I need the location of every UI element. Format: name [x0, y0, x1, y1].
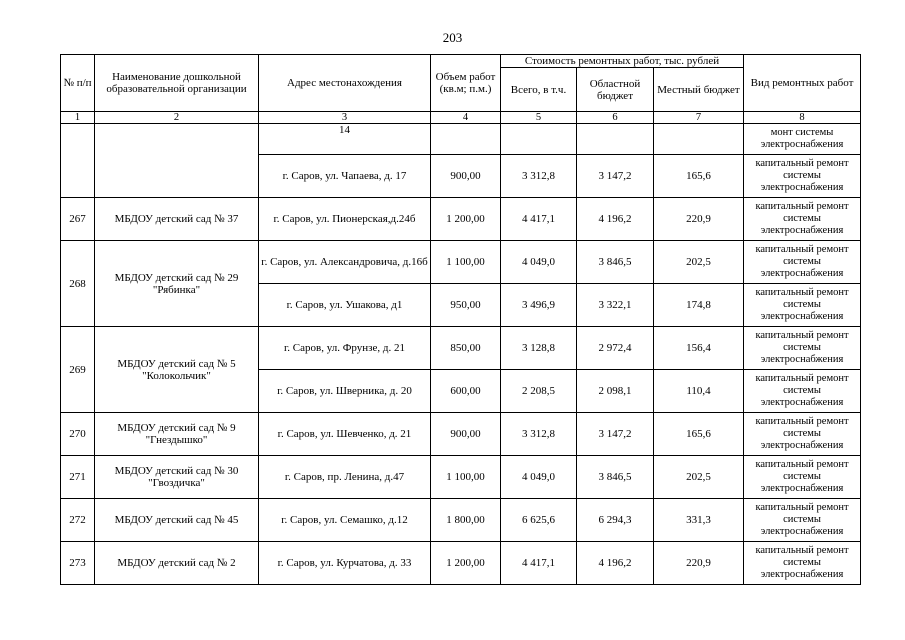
column-number: 1 [61, 112, 95, 124]
cell-work-type: капитальный ремонт системы электроснабжения [744, 456, 861, 499]
cell-address: г. Саров, ул. Фрунзе, д. 21 [259, 327, 431, 370]
cell-regional: 3 846,5 [577, 241, 654, 284]
header-local: Местный бюджет [654, 68, 744, 112]
cell-address: г. Саров, ул. Александровича, д.16б [259, 241, 431, 284]
cell-volume: 900,00 [431, 413, 501, 456]
cell-work-type: капитальный ремонт системы электроснабжения [744, 542, 861, 585]
cell-local: 220,9 [654, 542, 744, 585]
cell-address: г. Саров, ул. Чапаева, д. 17 [259, 155, 431, 198]
cell-org: МБДОУ детский сад № 5 "Колокольчик" [95, 327, 259, 413]
cell-org: МБДОУ детский сад № 29 "Рябинка" [95, 241, 259, 327]
cell-org: МБДОУ детский сад № 2 [95, 542, 259, 585]
header-work-type: Вид ремонтных работ [744, 55, 861, 112]
repair-works-table [60, 54, 861, 585]
cell-num: 268 [61, 241, 95, 327]
header-org: Наименование дошкольной образовательной организации [95, 55, 259, 112]
cell-regional: 3 147,2 [577, 155, 654, 198]
cell-work-type: капитальный ремонт системы электроснабжения [744, 370, 861, 413]
cell-volume: 600,00 [431, 370, 501, 413]
cell-total: 6 625,6 [501, 499, 577, 542]
cell-regional: 3 147,2 [577, 413, 654, 456]
cell-address: г. Саров, ул. Ушакова, д1 [259, 284, 431, 327]
cell-work-type: капитальный ремонт системы электроснабжения [744, 327, 861, 370]
cell-local: 174,8 [654, 284, 744, 327]
table-row [61, 241, 861, 284]
cell-regional: 3 846,5 [577, 456, 654, 499]
header-num: № п/п [61, 55, 95, 112]
cell-total: 3 312,8 [501, 413, 577, 456]
cell-volume: 850,00 [431, 327, 501, 370]
cell-num: 271 [61, 456, 95, 499]
cell-regional: 3 322,1 [577, 284, 654, 327]
cell-num: 267 [61, 198, 95, 241]
column-number: 7 [654, 112, 744, 124]
cell-total: 4 417,1 [501, 198, 577, 241]
column-number: 8 [744, 112, 861, 124]
table-row [61, 413, 861, 456]
header-total: Всего, в т.ч. [501, 68, 577, 112]
column-number-row [61, 112, 861, 124]
cell-org: МБДОУ детский сад № 9 "Гнездышко" [95, 413, 259, 456]
column-number: 6 [577, 112, 654, 124]
cell-empty [577, 124, 654, 155]
cell-address: г. Саров, пр. Ленина, д.47 [259, 456, 431, 499]
cell-num: 270 [61, 413, 95, 456]
cell-local: 331,3 [654, 499, 744, 542]
cell-total: 4 417,1 [501, 542, 577, 585]
column-number: 4 [431, 112, 501, 124]
cell-empty [654, 124, 744, 155]
table-row [61, 198, 861, 241]
cell-total: 3 312,8 [501, 155, 577, 198]
cell-work-type: капитальный ремонт системы электроснабжения [744, 155, 861, 198]
cell-volume: 950,00 [431, 284, 501, 327]
cell-org: МБДОУ детский сад № 37 [95, 198, 259, 241]
cell-address: г. Саров, ул. Шевченко, д. 21 [259, 413, 431, 456]
cell-volume: 1 200,00 [431, 198, 501, 241]
cell-regional: 4 196,2 [577, 542, 654, 585]
cell-total: 3 128,8 [501, 327, 577, 370]
cell-total: 4 049,0 [501, 241, 577, 284]
cell-regional: 2 098,1 [577, 370, 654, 413]
header-address: Адрес местонахождения [259, 55, 431, 112]
cell-num [61, 124, 95, 198]
cell-address: г. Саров, ул. Пионерская,д.24б [259, 198, 431, 241]
cell-volume: 1 800,00 [431, 499, 501, 542]
cell-address: г. Саров, ул. Семашко, д.12 [259, 499, 431, 542]
cell-work-type: капитальный ремонт системы электроснабжения [744, 413, 861, 456]
page-number: 203 [442, 30, 463, 45]
table-row [61, 499, 861, 542]
cell-empty [431, 124, 501, 155]
cell-local: 110,4 [654, 370, 744, 413]
cell-local: 202,5 [654, 456, 744, 499]
column-number: 2 [95, 112, 259, 124]
column-number: 5 [501, 112, 577, 124]
table-row [61, 542, 861, 585]
table-row [61, 456, 861, 499]
cell-work-type: капитальный ремонт системы электроснабжения [744, 284, 861, 327]
cell-local: 165,6 [654, 413, 744, 456]
cell-local: 220,9 [654, 198, 744, 241]
cell-total: 4 049,0 [501, 456, 577, 499]
cell-regional: 6 294,3 [577, 499, 654, 542]
header-regional: Областной бюджет [577, 68, 654, 112]
cell-volume: 1 100,00 [431, 241, 501, 284]
cell-local: 156,4 [654, 327, 744, 370]
cell-address: г. Саров, ул. Курчатова, д. 33 [259, 542, 431, 585]
cell-org [95, 124, 259, 198]
table-row [61, 327, 861, 370]
cell-work-type: капитальный ремонт системы электроснабжения [744, 499, 861, 542]
cell-num: 273 [61, 542, 95, 585]
cell-volume: 900,00 [431, 155, 501, 198]
cell-total: 2 208,5 [501, 370, 577, 413]
cell-work-type: капитальный ремонт системы электроснабжения [744, 198, 861, 241]
cell-local: 202,5 [654, 241, 744, 284]
cell-org: МБДОУ детский сад № 45 [95, 499, 259, 542]
cell-work-type: капитальный ремонт системы электроснабжения [744, 241, 861, 284]
cell-volume: 1 100,00 [431, 456, 501, 499]
cell-total: 3 496,9 [501, 284, 577, 327]
cell-address-continuation: 14 [259, 124, 431, 155]
cell-num: 269 [61, 327, 95, 413]
cell-local: 165,6 [654, 155, 744, 198]
cell-address: г. Саров, ул. Шверника, д. 20 [259, 370, 431, 413]
cell-regional: 2 972,4 [577, 327, 654, 370]
column-number: 3 [259, 112, 431, 124]
cell-num: 272 [61, 499, 95, 542]
cell-regional: 4 196,2 [577, 198, 654, 241]
table-row-continuation [61, 124, 861, 155]
cell-volume: 1 200,00 [431, 542, 501, 585]
cell-org: МБДОУ детский сад № 30 "Гвоздичка" [95, 456, 259, 499]
header-cost-group: Стоимость ремонтных работ, тыс. рублей [501, 55, 744, 68]
cell-work-continuation: монт системы электроснабжения [744, 124, 861, 155]
header-volume: Объем работ (кв.м; п.м.) [431, 55, 501, 112]
cell-empty [501, 124, 577, 155]
